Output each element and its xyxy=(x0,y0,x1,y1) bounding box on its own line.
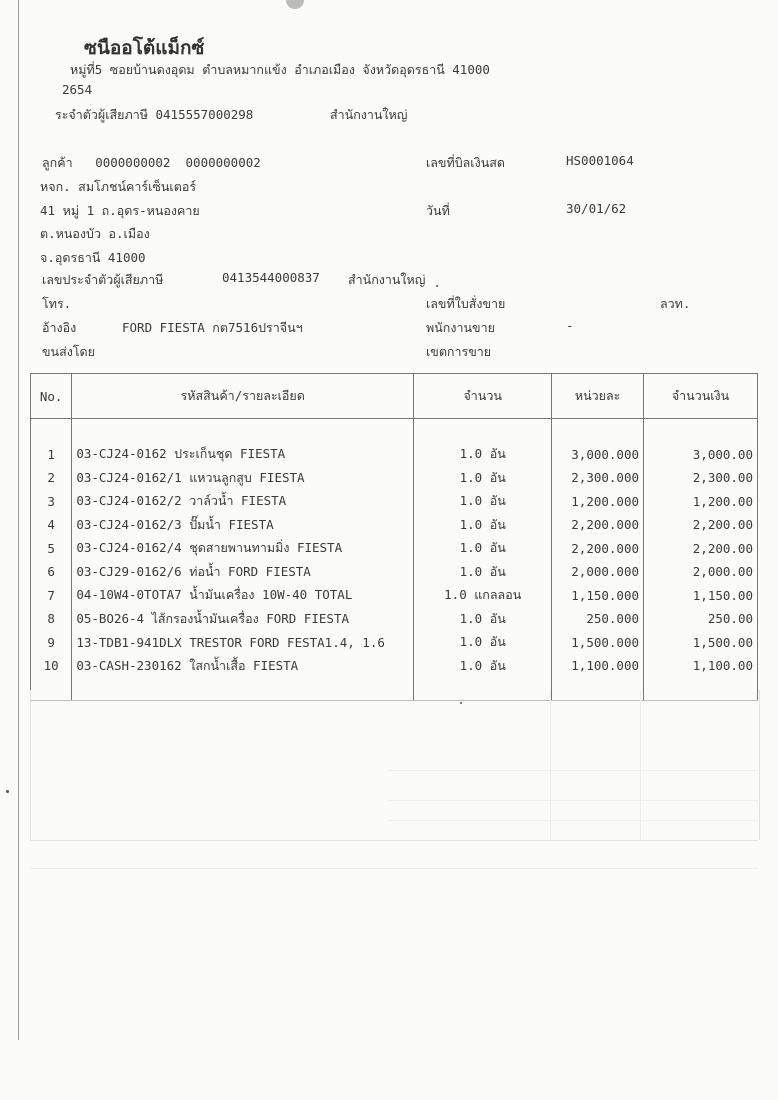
company-branch: สำนักงานใหญ่ xyxy=(330,107,408,122)
header-quantity: จำนวน xyxy=(414,374,552,419)
row-description: 13-TDB1-941DLX TRESTOR FORD FESTA1.4, 1.6 xyxy=(72,631,414,655)
table-row xyxy=(31,631,758,655)
scan-speck xyxy=(6,790,9,793)
row-amount: 2,200.00 xyxy=(644,513,758,537)
row-no: 1 xyxy=(31,443,72,467)
customer-tax-label: เลขประจำตัวผู้เสียภาษี xyxy=(42,272,164,287)
company-tax-id: 0415557000298 xyxy=(155,107,254,122)
sales-area-label: เขตการขาย xyxy=(426,344,492,359)
customer-address-2: ต.หนองบัว อ.เมือง xyxy=(40,226,150,241)
row-unit-price: 1,150.000 xyxy=(552,584,644,608)
table-row xyxy=(31,513,758,537)
row-unit-price: 1,500.000 xyxy=(552,631,644,655)
row-amount: 1,150.00 xyxy=(644,584,758,608)
customer-tax-id: 0413544000837 xyxy=(222,270,320,285)
invoice-date: 30/01/62 xyxy=(566,201,627,216)
row-amount: 2,200.00 xyxy=(644,537,758,561)
customer-code-row xyxy=(42,153,261,173)
header-description: รหัสสินค้า/รายละเอียด xyxy=(72,374,414,419)
row-unit-price: 2,300.000 xyxy=(552,466,644,490)
invoice-no: HS0001064 xyxy=(566,153,634,168)
row-description: 03-CASH-230162 ใสกน้ำเสื้อ FIESTA xyxy=(72,654,414,678)
row-description: 03-CJ24-0162/3 ปั๊มน้ำ FIESTA xyxy=(72,513,414,537)
header-unit-price: หน่วยละ xyxy=(552,374,644,419)
row-quantity: 1.0 อัน xyxy=(414,560,552,584)
table-row xyxy=(31,443,758,467)
invoice-date-label: วันที่ xyxy=(426,203,450,218)
reference-label: อ้างอิง xyxy=(42,320,77,335)
table-row xyxy=(31,490,758,514)
page-fold-line xyxy=(18,0,19,1040)
scan-smudge xyxy=(286,0,304,9)
row-quantity: 1.0 อัน xyxy=(414,443,552,467)
row-description: 03-CJ24-0162/1 แหวนลูกสูบ FIESTA xyxy=(72,466,414,490)
row-quantity: 1.0 แกลลอน xyxy=(414,584,552,608)
scan-speck xyxy=(460,702,462,704)
company-phone: 2654 xyxy=(62,82,93,97)
table-row xyxy=(31,537,758,561)
customer-branch: สำนักงานใหญ่ xyxy=(348,272,426,287)
row-unit-price: 2,200.000 xyxy=(552,537,644,561)
row-no: 3 xyxy=(31,490,72,514)
row-no: 8 xyxy=(31,607,72,631)
row-description: 03-CJ24-0162 ประเก็นชุด FIESTA xyxy=(72,443,414,467)
row-no: 4 xyxy=(31,513,72,537)
row-quantity: 1.0 อัน xyxy=(414,631,552,655)
row-no: 10 xyxy=(31,654,72,678)
table-row xyxy=(31,584,758,608)
row-quantity: 1.0 อัน xyxy=(414,537,552,561)
customer-type: ลวท. xyxy=(660,296,691,311)
row-no: 7 xyxy=(31,584,72,608)
order-no-label: เลขที่ใบสั่งขาย xyxy=(426,296,506,311)
table-row xyxy=(31,466,758,490)
row-quantity: 1.0 อัน xyxy=(414,466,552,490)
row-unit-price: 1,200.000 xyxy=(552,490,644,514)
salesperson-label: พนักงานขาย xyxy=(426,320,495,335)
row-quantity: 1.0 อัน xyxy=(414,607,552,631)
row-amount: 1,200.00 xyxy=(644,490,758,514)
shipping-label: ขนส่งโดย xyxy=(42,344,95,359)
scan-speck xyxy=(436,285,438,287)
row-amount: 2,300.00 xyxy=(644,466,758,490)
row-description: 04-10W4-0TOTA7 น้ำมันเครื่อง 10W-40 TOTAL xyxy=(72,584,414,608)
phone-label: โทร. xyxy=(42,296,72,311)
items-table xyxy=(30,373,758,701)
row-no: 2 xyxy=(31,466,72,490)
row-description: 03-CJ24-0162/4 ชุดสายพานทามมิ่ง FIESTA xyxy=(72,537,414,561)
row-description: 03-CJ24-0162/2 วาล์วน้ำ FIESTA xyxy=(72,490,414,514)
table-row xyxy=(31,607,758,631)
row-amount: 1,500.00 xyxy=(644,631,758,655)
customer-address-1: 41 หมู่ 1 ถ.อุดร-หนองคาย xyxy=(40,203,200,218)
header-no: No. xyxy=(31,374,72,419)
row-no: 9 xyxy=(31,631,72,655)
invoice-no-label: เลขที่บิลเงินสด xyxy=(426,155,505,170)
row-quantity: 1.0 อัน xyxy=(414,513,552,537)
row-amount: 3,000.00 xyxy=(644,443,758,467)
company-name: ซนืออโต้แม็กซ์ xyxy=(84,37,205,59)
row-no: 6 xyxy=(31,560,72,584)
row-unit-price: 250.000 xyxy=(552,607,644,631)
company-tax-row xyxy=(55,105,253,125)
row-unit-price: 1,100.000 xyxy=(552,654,644,678)
row-amount: 2,000.00 xyxy=(644,560,758,584)
row-quantity: 1.0 อัน xyxy=(414,490,552,514)
table-row xyxy=(31,560,758,584)
row-amount: 1,100.00 xyxy=(644,654,758,678)
customer-address-3: จ.อุดรธานี 41000 xyxy=(40,250,146,265)
row-no: 5 xyxy=(31,537,72,561)
table-header-row xyxy=(31,374,758,419)
row-unit-price: 2,000.000 xyxy=(552,560,644,584)
row-quantity: 1.0 อัน xyxy=(414,654,552,678)
customer-code-2: 0000000002 xyxy=(185,155,261,170)
table-row xyxy=(31,654,758,678)
row-description: 03-CJ29-0162/6 ท่อน้ำ FORD FIESTA xyxy=(72,560,414,584)
header-amount: จำนวนเงิน xyxy=(644,374,758,419)
row-amount: 250.00 xyxy=(644,607,758,631)
customer-code-1: 0000000002 xyxy=(95,155,171,170)
company-tax-label: ระจำตัวผู้เสียภาษี xyxy=(55,107,148,122)
company-address: หมู่ที่5 ซอยบ้านดงอุดม ตำบลหมากแข้ง อำเภอเมือง จังหวัดอุดรธานี 41000 xyxy=(70,62,490,77)
row-unit-price: 2,200.000 xyxy=(552,513,644,537)
row-unit-price: 3,000.000 xyxy=(552,443,644,467)
salesperson-value: - xyxy=(566,318,574,333)
reference-value: FORD FIESTA กต7516ปราจีนฯ xyxy=(122,320,303,335)
row-description: 05-BO26-4 ไส้กรองน้ำมันเครื่อง FORD FIESTA xyxy=(72,607,414,631)
customer-name: หจก. สมโภชน์คาร์เซ็นเตอร์ xyxy=(40,179,197,194)
customer-label: ลูกค้า xyxy=(42,155,73,170)
